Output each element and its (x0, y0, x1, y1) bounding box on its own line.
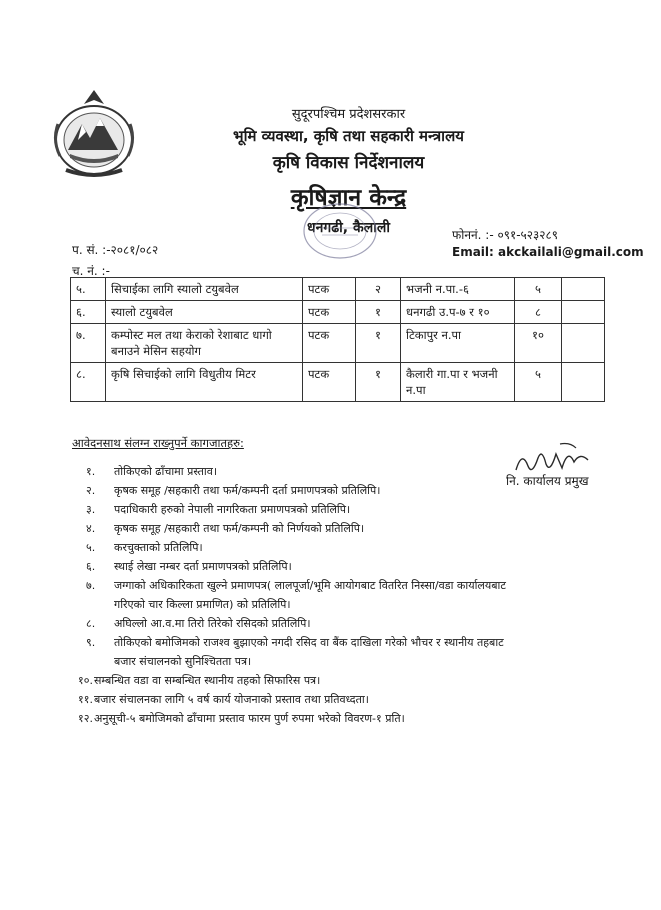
row-serial: ६. (71, 301, 106, 324)
row-remarks (562, 363, 605, 402)
row-amount: ५ (515, 363, 562, 402)
dispatch-number: च. नं. :- (72, 264, 110, 278)
office-name: कृषिज्ञान केन्द्र (290, 185, 407, 211)
row-place: टिकापुर न.पा (401, 324, 515, 363)
table-row (71, 324, 605, 363)
list-item: १. तोकिएको ढाँचामा प्रस्ताव। (86, 465, 218, 478)
row-program: कृषि सिचाईको लागि विधुतीय मिटर (106, 363, 303, 402)
program-table (70, 277, 605, 402)
row-remarks (562, 278, 605, 301)
phone-number: फोननं. :- ०९१-५२३२८९ (452, 228, 558, 242)
row-serial: ८. (71, 363, 106, 402)
list-item: ५. करचुक्ताको प्रतिलिपि। (86, 541, 203, 554)
row-program: स्यालो टयुबवेल (106, 301, 303, 324)
row-place: कैलारी गा.पा र भजनी न.पा (401, 363, 515, 402)
row-quantity: २ (356, 278, 401, 301)
row-place: धनगढी उ.प-७ र १० (401, 301, 515, 324)
row-serial: ५. (71, 278, 106, 301)
list-item: १०. सम्बन्धित वडा वा सम्बन्धित स्थानीय तहको सिफारिस पत्र। (78, 674, 321, 687)
row-serial: ७. (71, 324, 106, 363)
table-row (71, 278, 605, 301)
row-unit: पटक (303, 324, 356, 363)
list-item: ९. तोकिएको बमोजिमको राजश्व बुझाएको नगदी रसिद वा बैंक दाखिला गरेको भौचर र स्थानीय तहबाट बजार संचालनको सुनिश्चितता पत्र। (86, 636, 504, 668)
row-place: भजनी न.पा.-६ (401, 278, 515, 301)
documents-heading: आवेदनसाथ संलग्न राख्नुपर्ने कागजातहरु: (72, 436, 244, 450)
row-unit: पटक (303, 301, 356, 324)
list-item: २. कृषक समूह /सहकारी तथा फर्म/कम्पनी दर्ता प्रमाणपत्रको प्रतिलिपि। (86, 484, 381, 497)
list-item: ११. बजार संचालनका लागि ५ वर्ष कार्य योजनाको प्रस्ताव तथा प्रतिवध्दता। (78, 693, 369, 706)
office-stamp-icon (300, 200, 380, 262)
list-item: ३. पदाधिकारी हरुको नेपाली नागरिकता प्रमाणपत्रको प्रतिलिपि। (86, 503, 351, 516)
signatory-designation: नि. कार्यालय प्रमुख (506, 474, 589, 488)
email-address: Email: akckailali@gmail.com (452, 245, 644, 259)
table-row (71, 301, 605, 324)
row-quantity: १ (356, 301, 401, 324)
row-unit: पटक (303, 363, 356, 402)
row-remarks (562, 324, 605, 363)
table-row (71, 363, 605, 402)
row-program: कम्पोस्ट मल तथा केराको रेशाबाट धागो बनाउने मेसिन सहयोग (106, 324, 303, 363)
list-item: ७. जग्गाको अधिकारिकता खुल्ने प्रमाणपत्र( लालपूर्जा/भूमि आयोगबाट वितरित निस्सा/वडा कार्यालयबाट गरिएको चार किल्ला प्रमाणित) को प्रतिलिपि। (86, 579, 506, 611)
row-amount: १० (515, 324, 562, 363)
directorate-name: कृषि विकास निर्देशनालय (272, 153, 425, 173)
list-item: ८. अघिल्लो आ.व.मा तिरो तिरेको रसिदको प्रतिलिपि। (86, 617, 311, 630)
row-program: सिचाईका लागि स्यालो टयुबवेल (106, 278, 303, 301)
required-documents-list (78, 462, 516, 728)
row-amount: ८ (515, 301, 562, 324)
row-quantity: १ (356, 363, 401, 402)
row-remarks (562, 301, 605, 324)
row-amount: ५ (515, 278, 562, 301)
list-item: ४. कृषक समूह /सहकारी तथा फर्म/कम्पनी को निर्णयको प्रतिलिपि। (86, 522, 365, 535)
ministry-name: भूमि व्यवस्था, कृषि तथा सहकारी मन्त्रालय (233, 127, 464, 145)
office-location: धनगढी, कैलाली (307, 220, 390, 236)
province-name: सुदूरपश्चिम प्रदेशसरकार (291, 107, 406, 122)
list-item: १२. अनुसूची-५ बमोजिमको ढाँचामा प्रस्ताव फारम पुर्ण रुपमा भरेको विवरण-१ प्रति। (78, 712, 405, 725)
letter-reference-number: प. सं. :-२०८१/०८२ (72, 243, 159, 257)
list-item: ६. स्थाई लेखा नम्बर दर्ता प्रमाणपत्रको प्रतिलिपि। (86, 560, 292, 573)
row-quantity: १ (356, 324, 401, 363)
row-unit: पटक (303, 278, 356, 301)
